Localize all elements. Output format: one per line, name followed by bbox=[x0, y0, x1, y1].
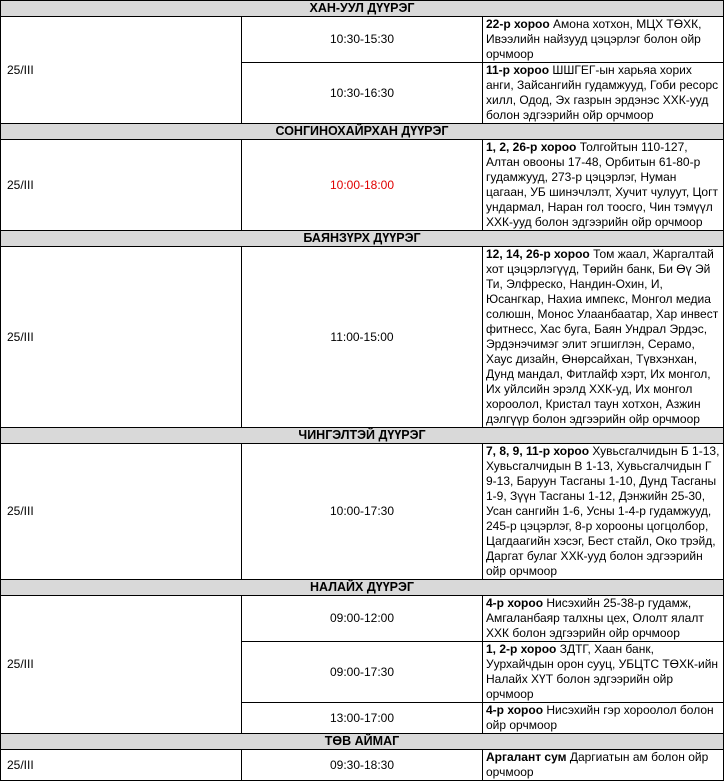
district-header bbox=[1, 734, 724, 750]
table-row bbox=[1, 247, 724, 428]
khoroo-label: 7, 8, 9, 11-р хороо bbox=[486, 444, 590, 458]
time-cell: 10:30-16:30 bbox=[242, 63, 483, 124]
description-text: ШШГЕГ-ын харьяа хорих анги, Зайсангийн гудамжууд, Гоби ресорс хилл, Одод, Эх газрын эрдэнэс ХХК-ууд болон эдгээрийн ойр орчмоор bbox=[486, 63, 719, 122]
district-header bbox=[1, 1, 724, 17]
table-row bbox=[1, 596, 724, 642]
time-cell: 10:30-15:30 bbox=[242, 17, 483, 63]
description-cell bbox=[483, 642, 724, 703]
description-cell bbox=[483, 444, 724, 580]
description-cell bbox=[483, 63, 724, 124]
description-text: Том жаал, Жаргалтай хот цэцэрлэгүүд, Төрийн банк, Би Өү Эй Ти, Элфреско, Нандин-Охин, И, Юсангкар, Нахиа импекс, Монгол медиа солюшн, Монос Улаанбаатар, Хар инвест фитнесс, Хас буга, Баян Ундрал Эрдэс, Эрдэнэчимэг элит эгшиглэн, Серамо, Хаус дизайн, Өнөрсайхан, Түвхэнхан, Дунд мандал, Фитлайф хэрт, Их монгол, Их уйлсийн эрэлд ХХК-уд, Их монгол хороолол, Кристал таун хотхон, Азжин дэлгүүр болон эдгээрийн ойр орчмоор bbox=[486, 247, 719, 426]
table-row bbox=[1, 17, 724, 63]
date-cell: 25/III bbox=[1, 17, 242, 124]
time-cell: 10:00-17:30 bbox=[242, 444, 483, 580]
description-cell bbox=[483, 247, 724, 428]
time-cell: 09:00-17:30 bbox=[242, 642, 483, 703]
district-title: ТӨВ АЙМАГ bbox=[1, 734, 724, 750]
date-cell: 25/III bbox=[1, 750, 242, 781]
khoroo-label: 4-р хороо bbox=[486, 703, 544, 717]
description-text: Амона хотхон, МЦХ ТӨХК, Ивээлийн найзууд цэцэрлэг болон ойр орчмоор bbox=[486, 17, 702, 61]
description-cell bbox=[483, 17, 724, 63]
district-header bbox=[1, 231, 724, 247]
khoroo-label: 12, 14, 26-р хороо bbox=[486, 247, 590, 261]
description-text: ЗДТГ, Хаан банк, Уурхайчдын орон сууц, УБЦТС ТӨХК-ийн Налайх ХҮТ болон эдгээрийн ойр орчмоор bbox=[486, 642, 719, 701]
description-text: Нисэхийн 25-38-р гудамж, Амгаланбаяр талхны цех, Ололт ялалт ХХК болон эдгээрийн ойр орчмоор bbox=[486, 596, 704, 640]
table-row bbox=[1, 444, 724, 580]
date-cell: 25/III bbox=[1, 444, 242, 580]
description-cell bbox=[483, 750, 724, 781]
khoroo-label: 1, 2, 26-р хороо bbox=[486, 140, 577, 154]
khoroo-label: 1, 2-р хороо bbox=[486, 642, 557, 656]
time-cell: 09:00-12:00 bbox=[242, 596, 483, 642]
date-cell: 25/III bbox=[1, 247, 242, 428]
khoroo-label: 11-р хороо bbox=[486, 63, 550, 77]
time-cell: 09:30-18:30 bbox=[242, 750, 483, 781]
date-cell: 25/III bbox=[1, 596, 242, 734]
description-cell bbox=[483, 140, 724, 231]
district-header bbox=[1, 428, 724, 444]
table-row bbox=[1, 140, 724, 231]
district-header bbox=[1, 124, 724, 140]
khoroo-label: Аргалант сум bbox=[486, 750, 567, 764]
khoroo-label: 4-р хороо bbox=[486, 596, 544, 610]
district-title: ЧИНГЭЛТЭЙ ДҮҮРЭГ bbox=[1, 428, 724, 444]
description-text: Даргиатын ам болон ойр орчмоор bbox=[486, 750, 709, 779]
description-cell bbox=[483, 703, 724, 734]
description-text: Нисэхийн гэр хороолол болон ойр орчмоор bbox=[486, 703, 714, 732]
district-title: ХАН-УУЛ ДҮҮРЭГ bbox=[1, 1, 724, 17]
time-cell: 11:00-15:00 bbox=[242, 247, 483, 428]
description-cell bbox=[483, 596, 724, 642]
time-cell: 13:00-17:00 bbox=[242, 703, 483, 734]
time-cell: 10:00-18:00 bbox=[242, 140, 483, 231]
district-title: НАЛАЙХ ДҮҮРЭГ bbox=[1, 580, 724, 596]
date-cell: 25/III bbox=[1, 140, 242, 231]
district-title: СОНГИНОХАЙРХАН ДҮҮРЭГ bbox=[1, 124, 724, 140]
khoroo-label: 22-р хороо bbox=[486, 17, 550, 31]
description-text: Толгойтын 110-127, Алтан овооны 17-48, Орбитын 61-80-р гудамжууд, 273-р цэцэрлэг, Нуман цагаан, УБ шинэчлэлт, Хучит чулуут, Цогт ундармал, Наран гол тоосго, Чин тэмүүл ХХК-ууд болон эдгээрийн ойр орчмоор bbox=[486, 140, 718, 229]
district-title: БАЯНЗҮРХ ДҮҮРЭГ bbox=[1, 231, 724, 247]
district-header bbox=[1, 580, 724, 596]
description-text: Хувьсгалчидын Б 1-13, Хувьсгалчидын В 1-13, Хувьсгалчидын Г 9-13, Баруун Тасганы 1-10, Дунд Тасганы 1-9, Зүүн Тасганы 1-12, Дэнжийн 25-30, Усан сангийн 1-6, Усны 1-4-р гудамжууд, 245-р цэцэрлэг, 8-р хорооны цогцолбор, Цагдаагийн хэсэг, Бест стайл, Око трэйд, Даргат булаг ХХК-ууд болон эдгээрийн ойр орчмоор bbox=[486, 444, 720, 578]
table-row bbox=[1, 750, 724, 781]
